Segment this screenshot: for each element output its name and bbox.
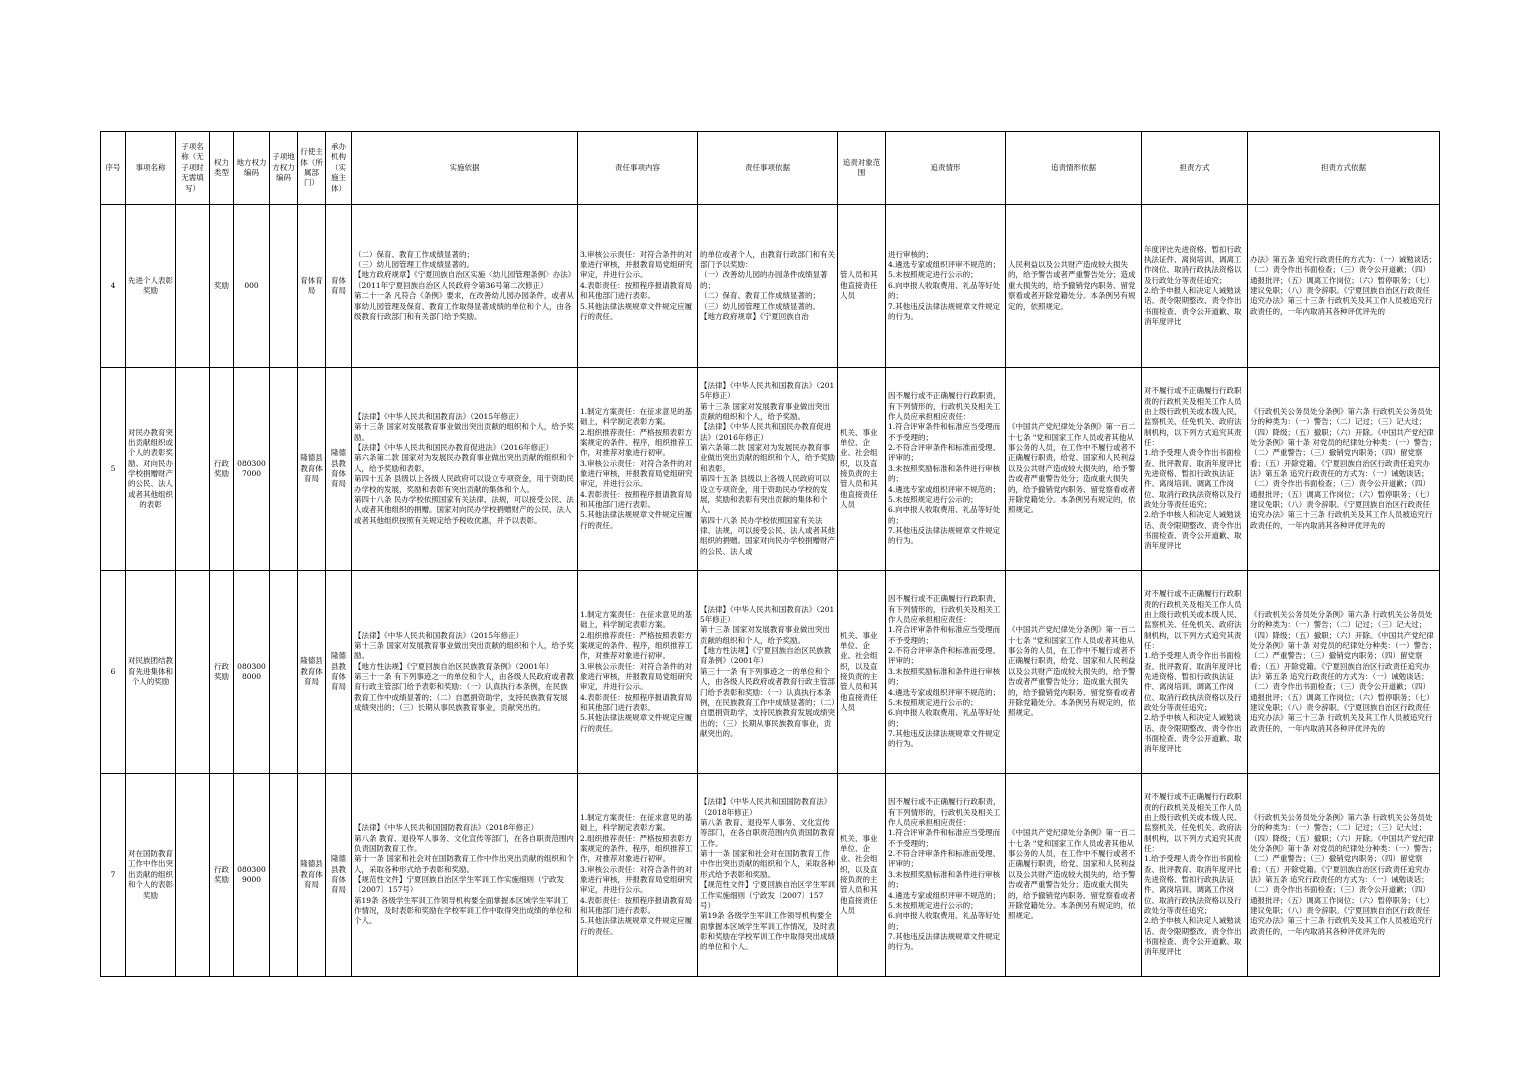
header-mode-basis: 担责方式依据 bbox=[1248, 132, 1440, 205]
cell-sub-power-code bbox=[270, 571, 298, 774]
cell-power-code: 0803008000 bbox=[234, 571, 270, 774]
cell-item-name: 对民族团结教育先进集体和个人的奖励 bbox=[126, 571, 176, 774]
cell-resp: 3.审核公示责任：对符合条件的对象进行审核，并报教育局党组研究审定，并进行公示。 4.表彰责任：按照程序报请教育局和其他部门进行表彰。 5.其他法律法规规章文件规定应履行的责任。 bbox=[578, 205, 698, 368]
cell-situation-basis: 人民利益以及公共财产造成较大损失的，给予警告或者严重警告处分；造成重大损失的，给予撤销党内职务、留党察看或者开除党籍处分。本条例另有规定的，依照规定。 bbox=[1006, 205, 1142, 368]
cell-basis: 【法律】《中华人民共和国教育法》（2015年修正） 第十三条 国家对发展教育事业做出突出贡献的组织和个人，给予奖励。 【法律】《中华人民共和国民办教育促进法》（2016年修正） 第六条第二款 国家对为发展民办教育事业做出突出贡献的组织和个人，给予奖励和表彰。 第四十五条 县级以上各级人民政府可以设立专项资金，用于资助民办学校的发展，奖励和表彰有突出贡献的集体和个人。 第四十八条 民办学校依照国家有关法律、法规，可以接受公民、法人或者其他组织的捐赠。国家对向民办学校捐赠财产的公民、法人或者其他组织按照有关规定给予税收优惠，并予以表彰。 bbox=[352, 368, 578, 571]
cell-resp: 1.制定方案责任：在征求意见的基础上，科学制定表彰方案。 2.组织推荐责任：严格按照表彰方案规定的条件、程序，组织推荐工作，对推荐对象进行初审。 3.审核公示责任：对符合条件的对象进行审核，并报教育局党组研究审定，并进行公示。 4.表彰责任：按照程序报请教育局和其他部门进行表彰。 5.其他法律法规规章文件规定应履行的责任。 bbox=[578, 571, 698, 774]
cell-org: 隆德县教育体育局 bbox=[326, 368, 352, 571]
cell-mode: 对不履行或不正确履行行政职责的行政机关及相关工作人员由上级行政机关或本级人民、监察机关、任免机关、政府法制机构，以下列方式追究其责任： 1.给予受理人责令作出书面检查、批评教育、取消年度评比先进资格、暂扣行政执法证件、离岗培训、调离工作岗位、取消行政执法资格以及行政处分等责任追究； 2.给予申核人和决定人诫勉谈话、责令限期整改、责令作出书面检查、责令公开道歉、取消年度评比 bbox=[1142, 368, 1248, 571]
cell-power-code: 000 bbox=[234, 205, 270, 368]
power-list-table-sheet bbox=[100, 131, 1440, 977]
cell-sub-item-name bbox=[176, 774, 210, 977]
cell-sub-power-code bbox=[270, 774, 298, 977]
power-list-table bbox=[100, 131, 1440, 977]
header-situation-basis: 追责情形依据 bbox=[1006, 132, 1142, 205]
table-row bbox=[101, 774, 1440, 977]
cell-sub-item-name bbox=[176, 571, 210, 774]
cell-situation-basis: 《中国共产党纪律处分条例》第一百二十七条 "党和国家工作人员或者其他从事公务的人员，在工作中不履行或者不正确履行职责，给党、国家和人民利益以及公共财产造成较大损失的，给予警告或者严重警告处分；造成重大损失的，给予撤销党内职务、留党察看或者开除党籍处分。本条例另有规定的，依照规定。 bbox=[1006, 571, 1142, 774]
cell-org: 隆德县教育体育局 bbox=[326, 571, 352, 774]
cell-target: 机关、事业单位、企业、社会组织，以及直接负责的主管人员和其他直接责任人员 bbox=[838, 571, 886, 774]
table-row bbox=[101, 571, 1440, 774]
table-row bbox=[101, 368, 1440, 571]
table-header-row bbox=[101, 132, 1440, 205]
cell-power-type: 行政奖励 bbox=[210, 571, 234, 774]
header-sub-item-name: 子项名称（无子项时无需填写） bbox=[176, 132, 210, 205]
header-no: 序号 bbox=[101, 132, 126, 205]
header-power-code: 地方权力编码 bbox=[234, 132, 270, 205]
cell-no: 4 bbox=[101, 205, 126, 368]
cell-mode-basis: 《行政机关公务员处分条例》第六条 行政机关公务员处分的种类为：（一）警告；（二）记过；（三）记大过；（四）降级；（五）撤职；（六）开除。《中国共产党纪律处分条例》第十条 对党员的纪律处分种类：（一）警告；（二）严重警告；（三）撤销党内职务；（四）留党察看；（五）开除党籍。《宁夏回族自治区行政责任追究办法》第五条 追究行政责任的方式为：（一）诫勉谈话；（二）责令作出书面检查；（三）责令公开道歉；（四）通报批评；（五）调离工作岗位；（六）暂停职务；（七）建议免职；（八）责令辞职。《宁夏回族自治区行政责任追究办法》第三十三条 行政机关及其工作人员被追究行政责任的，一年内取消其各种评优评先的 bbox=[1248, 368, 1440, 571]
cell-resp-basis: 【法律】《中华人民共和国教育法》（2015年修正） 第十三条 国家对发展教育事业做出突出贡献的组织和个人，给予奖励。 【法律】《中华人民共和国民办教育促进法》（2016年修正） 第六条第二款 国家对为发展民办教育事业做出突出贡献的组织和个人，给予奖励和表彰。 第四十五条 县级以上各级人民政府可以设立专项资金，用于资助民办学校的发展，奖励和表彰有突出贡献的集体和个人。 第四十八条 民办学校依照国家有关法律、法规，可以接受公民、法人或者其他组织的捐赠。国家对向民办学校捐赠财产的公民、法人或 bbox=[698, 368, 838, 571]
cell-resp: 1.制定方案责任：在征求意见的基础上，科学制定表彰方案。 2.组织推荐责任：严格按照表彰方案规定的条件、程序，组织推荐工作，对推荐对象进行初审。 3.审核公示责任：对符合条件的对象进行审核，并报教育局党组研究审定，并进行公示。 4.表彰责任：按照程序报请教育局和其他部门进行表彰。 5.其他法律法规规章文件规定应履行的责任。 bbox=[578, 368, 698, 571]
cell-sub-power-code bbox=[270, 205, 298, 368]
cell-resp-basis: 【法律】《中华人民共和国教育法》（2015年修正） 第十三条 国家对发展教育事业做出突出贡献的组织和个人，给予奖励。 【地方性法规】《宁夏回族自治区民族教育条例》（2001年） 第三十一条 有下列事迹之一的单位和个人，由各级人民政府或者教育行政主管部门给予表彰和奖励：（一）认真执行本条例，在民族教育工作中成绩显著的；（二）自愿捐资助学，支持民族教育发展成绩突出的；（三）长期从事民族教育事业，贡献突出的。 bbox=[698, 571, 838, 774]
cell-situation: 因不履行或不正确履行行政职责，有下列情形的，行政机关及相关工作人员应承担相应责任： 1.符合评审条件和标准应当受理而不予受理的； 2.不符合评审条件和标准而受理、评审的； 3.未按照奖励标准和条件进行审核的； 4.遴选专家或组织评审不规范的； 5.未按照规定进行公示的； 6.向申报人收取费用、礼品等好处的； 7.其他违反法律法规规章文件规定的行为。 bbox=[886, 368, 1006, 571]
cell-power-code: 0803009000 bbox=[234, 774, 270, 977]
cell-dept: 育体育局 bbox=[298, 205, 326, 368]
header-item-name: 事项名称 bbox=[126, 132, 176, 205]
header-dept: 行使主体（所属部门） bbox=[298, 132, 326, 205]
cell-target: 管人员和其他直接责任人员 bbox=[838, 205, 886, 368]
header-sub-power-code: 子项地方权力编码 bbox=[270, 132, 298, 205]
cell-item-name: 先进个人表彰奖励 bbox=[126, 205, 176, 368]
cell-mode-basis: 《行政机关公务员处分条例》第六条 行政机关公务员处分的种类为：（一）警告；（二）记过；（三）记大过；（四）降级；（五）撤职；（六）开除。《中国共产党纪律处分条例》第十条 对党员的纪律处分种类：（一）警告；（二）严重警告；（三）撤销党内职务；（四）留党察看；（五）开除党籍。《宁夏回族自治区行政责任追究办法》第五条 追究行政责任的方式为：（一）诫勉谈话；（二）责令作出书面检查；（三）责令公开道歉；（四）通报批评；（五）调离工作岗位；（六）暂停职务；（七）建议免职；（八）责令辞职。《宁夏回族自治区行政责任追究办法》第三十三条 行政机关及其工作人员被追究行政责任的，一年内取消其各种评优评先的 bbox=[1248, 774, 1440, 977]
cell-org: 隆德县教育体育局 bbox=[326, 774, 352, 977]
cell-resp-basis: 的单位或者个人，由教育行政部门和有关部门予以奖励： （一）改善幼儿园的办园条件成绩显著的； （二）保育、教育工作成绩显著的； （三）幼儿园管理工作成绩显著的。 【地方政府规章】《宁夏回族自治 bbox=[698, 205, 838, 368]
cell-no: 5 bbox=[101, 368, 126, 571]
cell-item-name: 对在国防教育工作中作出突出贡献的组织和个人的表彰奖励 bbox=[126, 774, 176, 977]
cell-situation-basis: 《中国共产党纪律处分条例》第一百二十七条 "党和国家工作人员或者其他从事公务的人员，在工作中不履行或者不正确履行职责，给党、国家和人民利益以及公共财产造成较大损失的，给予警告或者严重警告处分；造成重大损失的，给予撤销党内职务、留党察看或者开除党籍处分。本条例另有规定的，依照规定。 bbox=[1006, 368, 1142, 571]
header-resp-basis: 责任事项依据 bbox=[698, 132, 838, 205]
cell-mode: 年度评比先进资格、暂扣行政执法证件、离岗培训、调离工作岗位、取消行政执法资格以及行政处分等责任追究； 2.给予申报人和决定人诫勉谈话、责令限期整改、责令作出书面检查、责令公开道歉、取消年度评比 bbox=[1142, 205, 1248, 368]
cell-target: 机关、事业单位、企业、社会组织，以及直接负责的主管人员和其他直接责任人员 bbox=[838, 368, 886, 571]
cell-mode-basis: 《行政机关公务员处分条例》第六条 行政机关公务员处分的种类为：（一）警告；（二）记过；（三）记大过；（四）降级；（五）撤职；（六）开除。《中国共产党纪律处分条例》第十条 对党员的纪律处分种类：（一）警告；（二）严重警告；（三）撤销党内职务；（四）留党察看；（五）开除党籍。《宁夏回族自治区行政责任追究办法》第五条 追究行政责任的方式为：（一）诫勉谈话；（二）责令作出书面检查；（三）责令公开道歉；（四）通报批评；（五）调离工作岗位；（六）暂停职务；（七）建议免职；（八）责令辞职。《宁夏回族自治区行政责任追究办法》第三十三条 行政机关及其工作人员被追究行政责任的，一年内取消其各种评优评先的 bbox=[1248, 571, 1440, 774]
header-org: 承办机构（实施主体） bbox=[326, 132, 352, 205]
table-row bbox=[101, 205, 1440, 368]
cell-situation: 进行审核的； 4.遴选专家或组织评审不规范的； 5.未按照规定进行公示的； 6.向申报人收取费用、礼品等好处的； 7.其他违反法律法规规章文件规定的行为。 bbox=[886, 205, 1006, 368]
cell-situation: 因不履行或不正确履行行政职责，有下列情形的，行政机关及相关工作人员应承担相应责任： 1.符合评审条件和标准应当受理而不予受理的； 2.不符合评审条件和标准而受理、评审的； 3.未按照奖励标准和条件进行审核的； 4.遴选专家或组织评审不规范的； 5.未按照规定进行公示的； 6.向申报人收取费用、礼品等好处的； 7.其他违反法律法规规章文件规定的行为。 bbox=[886, 571, 1006, 774]
cell-power-type: 奖励 bbox=[210, 205, 234, 368]
cell-sub-power-code bbox=[270, 368, 298, 571]
cell-dept: 隆德县教育体育局 bbox=[298, 571, 326, 774]
header-power-type: 权力类型 bbox=[210, 132, 234, 205]
cell-mode: 对不履行或不正确履行行政职责的行政机关及相关工作人员由上级行政机关或本级人民、监察机关、任免机关、政府法制机构，以下列方式追究其责任： 1.给予受理人责令作出书面检查、批评教育、取消年度评比先进资格、暂扣行政执法证件、离岗培训、调离工作岗位、取消行政执法资格以及行政处分等责任追究； 2.给予申核人和决定人诫勉谈话、责令限期整改、责令作出书面检查、责令公开道歉、取消年度评比 bbox=[1142, 571, 1248, 774]
cell-power-type: 行政奖励 bbox=[210, 368, 234, 571]
cell-basis: （二）保育、教育工作成绩显著的； （三）幼儿园管理工作成绩显著的。 【地方政府规章】《宁夏回族自治区实施〈幼儿园管理条例〉办法》（2011年宁夏回族自治区人民政府令第36号第二次修正） 第二十一条 凡符合《条例》要求，在改善幼儿园办园条件，或者从事幼儿园管理及保育、教育工作取得显著成绩的单位和个人，由各级教育行政部门和有关部门给予奖励。 bbox=[352, 205, 578, 368]
cell-no: 6 bbox=[101, 571, 126, 774]
cell-power-code: 0803007000 bbox=[234, 368, 270, 571]
cell-mode: 对不履行或不正确履行行政职责的行政机关及相关工作人员由上级行政机关或本级人民、监察机关、任免机关、政府法制机构，以下列方式追究其责任： 1.给予受理人责令作出书面检查、批评教育、取消年度评比先进资格、暂扣行政执法证件、离岗培训、调离工作岗位、取消行政执法资格以及行政处分等责任追究； 2.给予申核人和决定人诫勉谈话、责令限期整改、责令作出书面检查、责令公开道歉、取消年度评比 bbox=[1142, 774, 1248, 977]
cell-sub-item-name bbox=[176, 205, 210, 368]
cell-power-type: 行政奖励 bbox=[210, 774, 234, 977]
cell-dept: 隆德县教育体育局 bbox=[298, 368, 326, 571]
cell-basis: 【法律】《中华人民共和国国防教育法》（2018年修正） 第八条 教育、退役军人事务、文化宣传等部门，在各自职责范围内负责国防教育工作。 第十一条 国家和社会对在国防教育工作中作出突出贡献的组织和个人，采取各种形式给予表彰和奖励。 【规范性文件】宁夏回族自治区学生军训工作实施细则（宁政发〔2007〕157号） 第19条 各级学生军训工作领导机构要全面掌握本区域学生军训工作情况，及时表彰和奖励在学校军训工作中取得突出成绩的单位和个人。 bbox=[352, 774, 578, 977]
header-situation: 追责情形 bbox=[886, 132, 1006, 205]
cell-situation: 因不履行或不正确履行行政职责，有下列情形的，行政机关及相关工作人员应承担相应责任： 1.符合评审条件和标准应当受理而不予受理的； 2.不符合评审条件和标准而受理、评审的； 3.未按照奖励标准和条件进行审核的； 4.遴选专家或组织评审不规范的； 5.未按照规定进行公示的； 6.向申报人收取费用、礼品等好处的； 7.其他违反法律法规规章文件规定的行为。 bbox=[886, 774, 1006, 977]
cell-mode-basis: 办法》第五条 追究行政责任的方式为：（一）诫勉谈话；（二）责令作出书面检查；（三）责令公开道歉；（四）通报批评；（五）调离工作岗位；（六）暂停职务；（七）建议免职；（八）责令辞职。《宁夏回族自治区行政责任追究办法》第三十三条 行政机关及其工作人员被追究行政责任的，一年内取消其各种评优评先的 bbox=[1248, 205, 1440, 368]
cell-no: 7 bbox=[101, 774, 126, 977]
header-basis: 实施依据 bbox=[352, 132, 578, 205]
cell-target: 机关、事业单位、企业、社会组织，以及直接负责的主管人员和其他直接责任人员 bbox=[838, 774, 886, 977]
cell-dept: 隆德县教育体育局 bbox=[298, 774, 326, 977]
cell-situation-basis: 《中国共产党纪律处分条例》第一百二十七条 "党和国家工作人员或者其他从事公务的人员，在工作中不履行或者不正确履行职责，给党、国家和人民利益以及公共财产造成较大损失的，给予警告或者严重警告处分；造成重大损失的，给予撤销党内职务、留党察看或者开除党籍处分。本条例另有规定的，依照规定。 bbox=[1006, 774, 1142, 977]
header-resp: 责任事项内容 bbox=[578, 132, 698, 205]
header-target: 追责对象范围 bbox=[838, 132, 886, 205]
cell-resp-basis: 【法律】《中华人民共和国国防教育法》（2018年修正） 第八条 教育、退役军人事务、文化宣传等部门，在各自职责范围内负责国防教育工作。 第十一条 国家和社会对在国防教育工作中作出突出贡献的组织和个人，采取各种形式给予表彰和奖励。 【规范性文件】宁夏回族自治区学生军训工作实施细则（宁政发〔2007〕157号） 第19条 各级学生军训工作领导机构要全面掌握本区域学生军训工作情况，及时表彰和奖励在学校军训工作中取得突出成绩的单位和个人。 bbox=[698, 774, 838, 977]
cell-org: 育体育局 bbox=[326, 205, 352, 368]
cell-sub-item-name bbox=[176, 368, 210, 571]
header-mode: 担责方式 bbox=[1142, 132, 1248, 205]
cell-item-name: 对民办教育突出贡献组织或个人的表彰奖励、对向民办学校捐赠财产的公民、法人或者其他组织的表彰 bbox=[126, 368, 176, 571]
cell-basis: 【法律】《中华人民共和国教育法》（2015年修正） 第十三条 国家对发展教育事业做出突出贡献的组织和个人，给予奖励。 【地方性法规】《宁夏回族自治区民族教育条例》（2001年） 第三十一条 有下列事迹之一的单位和个人，由各级人民政府或者教育行政主管部门给予表彰和奖励：（一）认真执行本条例，在民族教育工作中成绩显著的；（二）自愿捐资助学，支持民族教育发展成绩突出的；（三）长期从事民族教育事业，贡献突出的。 bbox=[352, 571, 578, 774]
cell-resp: 1.制定方案责任：在征求意见的基础上，科学制定表彰方案。 2.组织推荐责任：严格按照表彰方案规定的条件、程序，组织推荐工作，对推荐对象进行初审。 3.审核公示责任：对符合条件的对象进行审核，并报教育局党组研究审定，并进行公示。 4.表彰责任：按照程序报请教育局和其他部门进行表彰。 5.其他法律法规规章文件规定应履行的责任。 bbox=[578, 774, 698, 977]
